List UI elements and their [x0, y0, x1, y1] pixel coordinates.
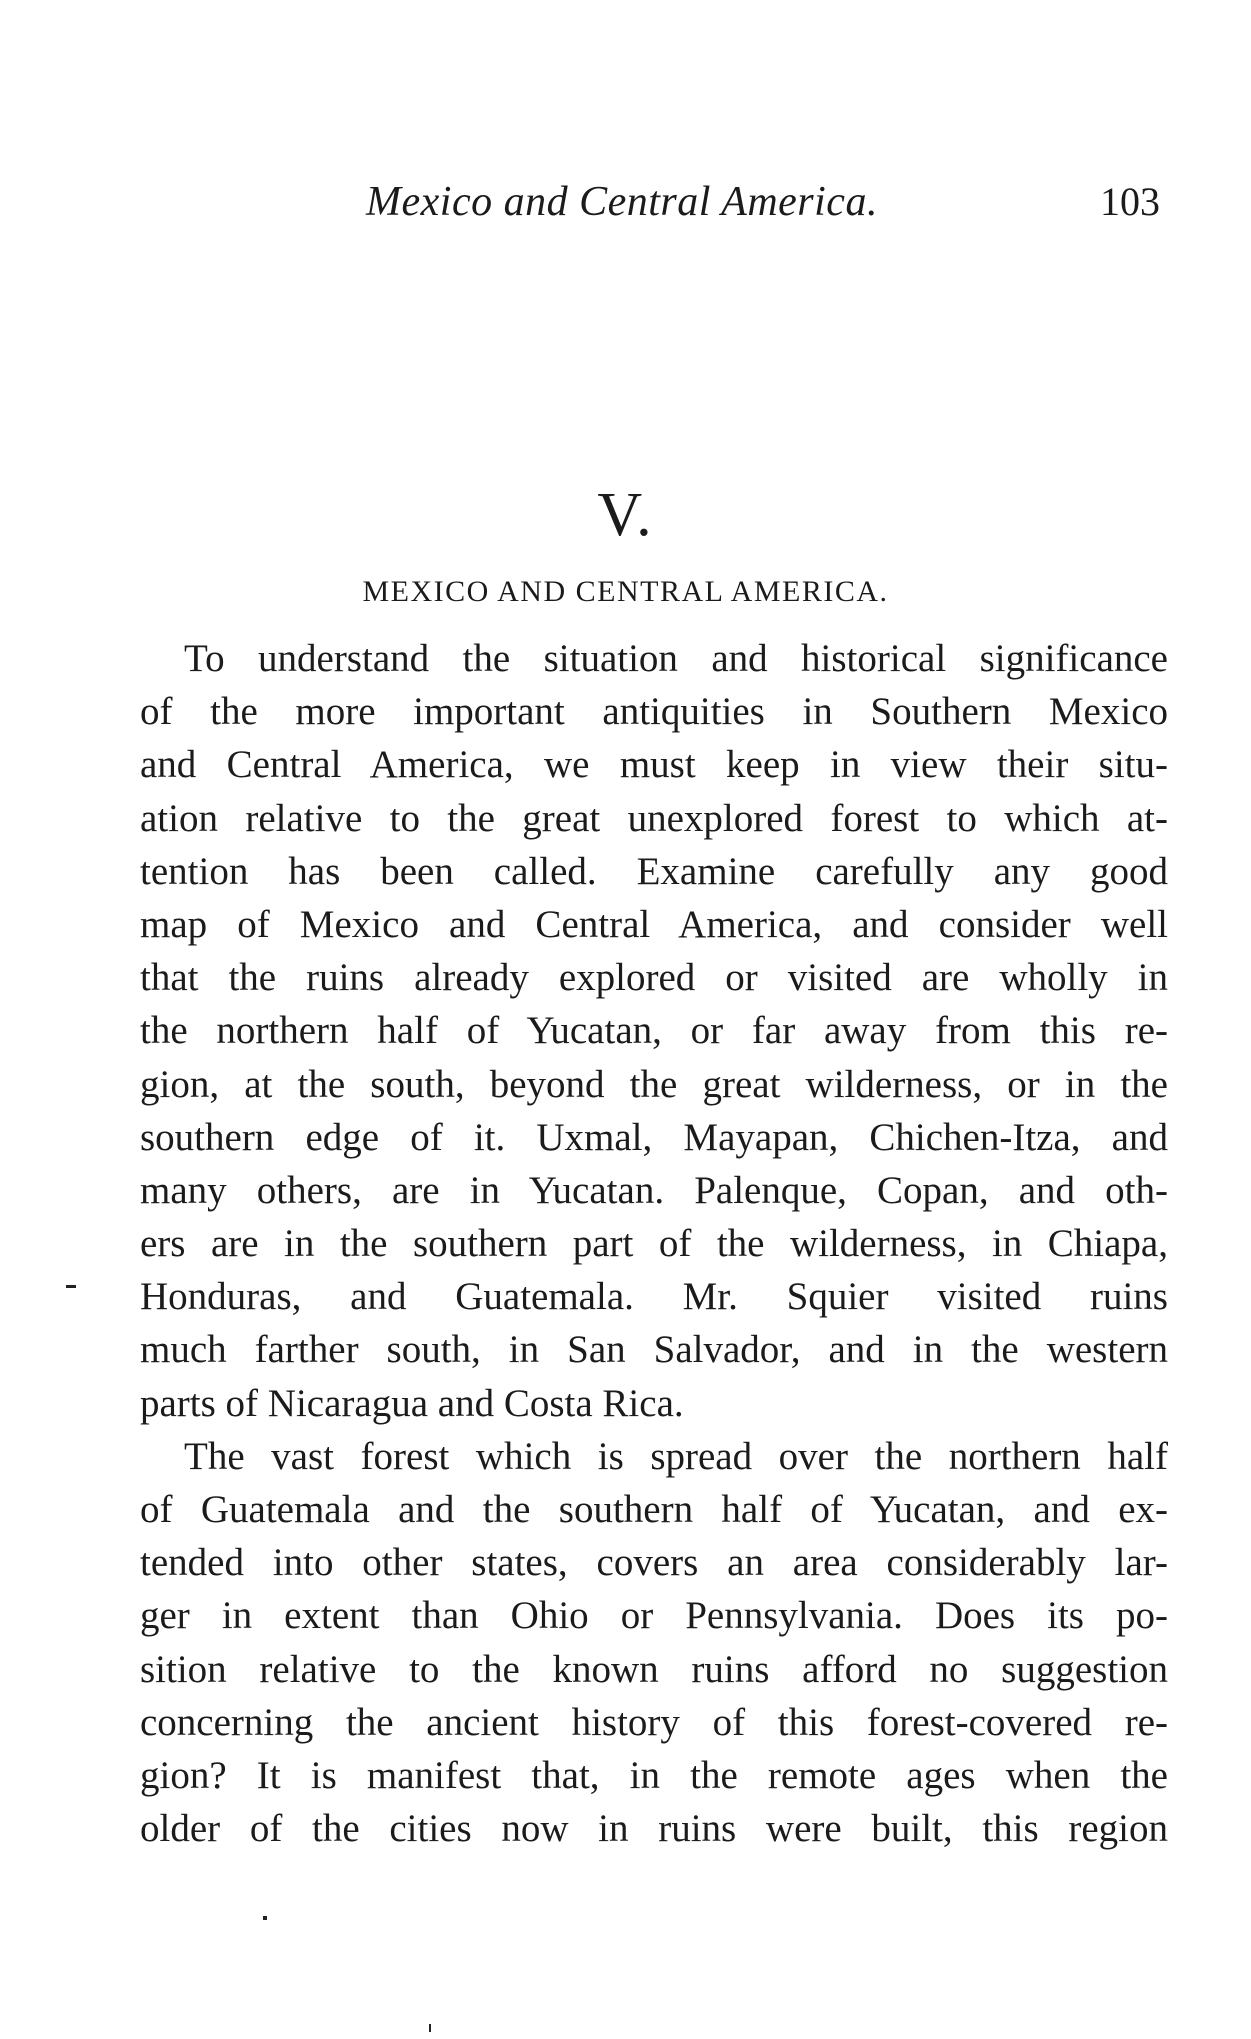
text-line: of Guatemala and the southern half of Yucatan, and ex- [140, 1488, 1168, 1531]
text-line: map of Mexico and Central America, and consider well [140, 902, 1168, 946]
stray-mark [429, 2024, 431, 2032]
text-line: ger in extent than Ohio or Pennsylvania. Does its po- [140, 1594, 1168, 1638]
chapter-numeral: V. [597, 481, 654, 549]
text-line: gion, at the south, beyond the great wilderness, or in the [140, 1062, 1168, 1106]
chapter-title: MEXICO AND CENTRAL AMERICA. [362, 575, 889, 608]
text-line: The vast forest which is spread over the northern half [184, 1434, 1168, 1478]
text-line: and Central America, we must keep in view their situ- [140, 743, 1168, 787]
stray-mark [66, 1285, 76, 1288]
running-head [140, 178, 1170, 228]
paragraph [140, 1430, 1168, 1856]
text-line: gion? It is manifest that, in the remote ages when the [140, 1753, 1168, 1797]
body-text [140, 632, 1168, 1855]
text-line: southern edge of it. Uxmal, Mayapan, Chichen-Itza, and [140, 1115, 1168, 1159]
text-line: the northern half of Yucatan, or far away from this re- [140, 1009, 1168, 1053]
running-title: Mexico and Central America. [366, 179, 878, 225]
text-line: ers are in the southern part of the wilderness, in Chiapa, [140, 1222, 1168, 1266]
text-line: that the ruins already explored or visited are wholly in [140, 956, 1168, 1000]
text-line: tended into other states, covers an area considerably lar- [140, 1541, 1168, 1585]
paragraph [140, 632, 1168, 1430]
text-line: ation relative to the great unexplored forest to which at- [140, 796, 1168, 840]
text-line: tention has been called. Examine carefully any good [140, 849, 1168, 893]
text-line: of the more important antiquities in Southern Mexico [140, 690, 1168, 734]
text-line: much farther south, in San Salvador, and in the western [140, 1328, 1168, 1372]
text-line: concerning the ancient history of this forest-covered re- [140, 1700, 1168, 1744]
text-line: To understand the situation and historical significance [184, 637, 1168, 680]
text-line: parts of Nicaragua and Costa Rica. [140, 1381, 684, 1425]
text-line: many others, are in Yucatan. Palenque, Copan, and oth- [140, 1168, 1168, 1212]
stray-mark [263, 1916, 267, 1920]
text-line: sition relative to the known ruins afford no suggestion [140, 1647, 1168, 1691]
text-line: Honduras, and Guatemala. Mr. Squier visited ruins [140, 1275, 1168, 1319]
page-number: 103 [1100, 179, 1160, 224]
text-line: older of the cities now in ruins were built, this region [140, 1807, 1168, 1851]
